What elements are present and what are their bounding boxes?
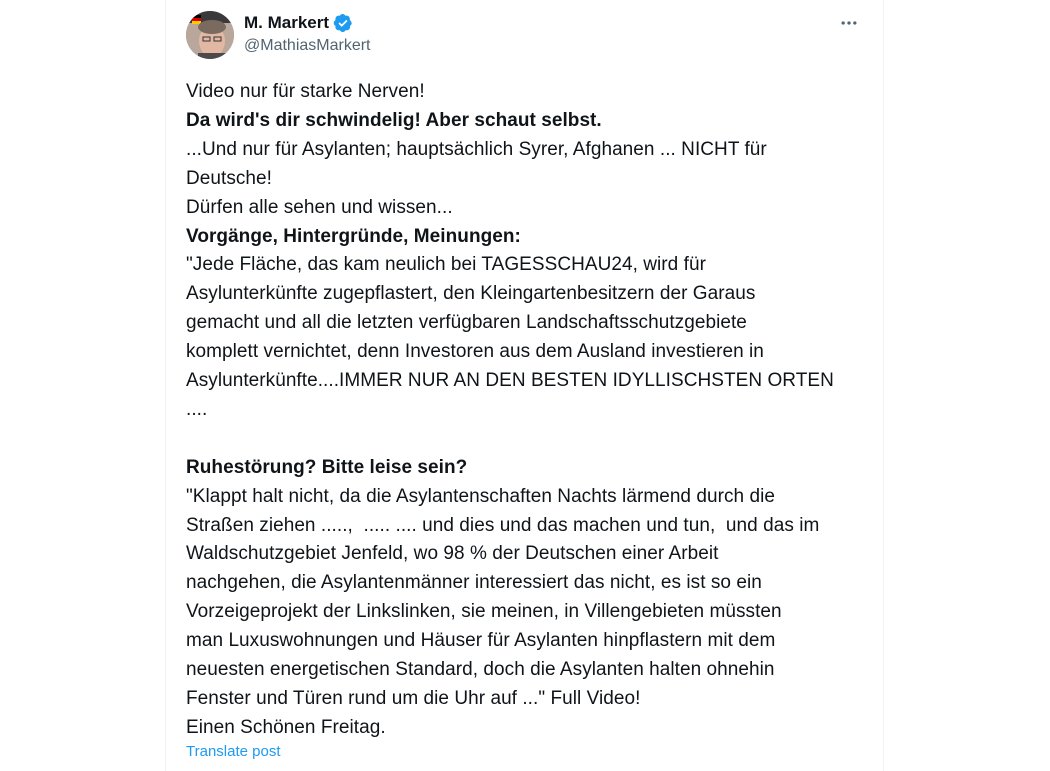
author-info	[244, 12, 371, 58]
more-options-button[interactable]	[832, 10, 866, 36]
post-text-line: neuesten energetischen Standard, doch die Asylanten halten ohnehin	[186, 659, 775, 681]
post-text-line: nachgehen, die Asylantenmänner interessiert das nicht, es ist so ein	[186, 572, 762, 594]
avatar[interactable]	[186, 11, 234, 59]
post-text-line: man Luxuswohnungen und Häuser für Asylanten hinpflastern mit dem	[186, 630, 776, 652]
post-text-line: Vorzeigeprojekt der Linkslinken, sie meinen, in Villengebieten müssten	[186, 601, 782, 623]
author-handle[interactable]: @MathiasMarkert	[244, 37, 371, 54]
post-text-line: Waldschutzgebiet Jenfeld, wo 98 % der Deutschen einer Arbeit	[186, 543, 719, 565]
more-horizontal-icon	[839, 13, 859, 33]
post-column	[165, 0, 884, 771]
post-header	[186, 10, 866, 62]
post-text-line: Straßen ziehen ....., ..... .... und dies und das machen und tun, und das im	[186, 514, 820, 536]
avatar-image	[186, 11, 234, 59]
post-text-line: Einen Schönen Freitag.	[186, 716, 386, 738]
post-text-line: Asylunterkünfte....IMMER NUR AN DEN BESTEN IDYLLISCHSTEN ORTEN	[186, 370, 834, 392]
post-text-line	[186, 425, 866, 454]
post-text-line: Da wird's dir schwindelig! Aber schaut selbst.	[186, 109, 602, 131]
post-text-line: Asylunterkünfte zugepflastert, den Kleingartenbesitzern der Garaus	[186, 283, 756, 305]
post-text-line: Fenster und Türen rund um die Uhr auf ..." Full Video!	[186, 688, 641, 710]
post-text-line: "Jede Fläche, das kam neulich bei TAGESSCHAU24, wird für	[186, 254, 706, 276]
verified-badge-icon[interactable]	[333, 13, 353, 33]
translate-post-link[interactable]: Translate post	[186, 743, 281, 760]
post-text-line: Video nur für starke Nerven!	[186, 81, 425, 102]
post-text-line: Vorgänge, Hintergründe, Meinungen:	[186, 225, 521, 247]
post-text-line: komplett vernichtet, denn Investoren aus dem Ausland investieren in	[186, 341, 764, 363]
post-text-line: ...Und nur für Asylanten; hauptsächlich Syrer, Afghanen ... NICHT für	[186, 138, 767, 160]
author-display-name[interactable]	[244, 12, 353, 34]
post-text	[186, 78, 866, 743]
post-text-line: ....	[186, 398, 208, 420]
post-text-line: gemacht und all die letzten verfügbaren Landschaftsschutzgebiete	[186, 312, 747, 334]
post-text-line: Ruhestörung? Bitte leise sein?	[186, 456, 468, 478]
author-display-name-text: M. Markert	[244, 13, 330, 32]
post-text-line: Dürfen alle sehen und wissen...	[186, 196, 453, 218]
post-text-line: "Klappt halt nicht, da die Asylantenschaften Nachts lärmend durch die	[186, 485, 775, 507]
post-text-line: Deutsche!	[186, 167, 272, 189]
